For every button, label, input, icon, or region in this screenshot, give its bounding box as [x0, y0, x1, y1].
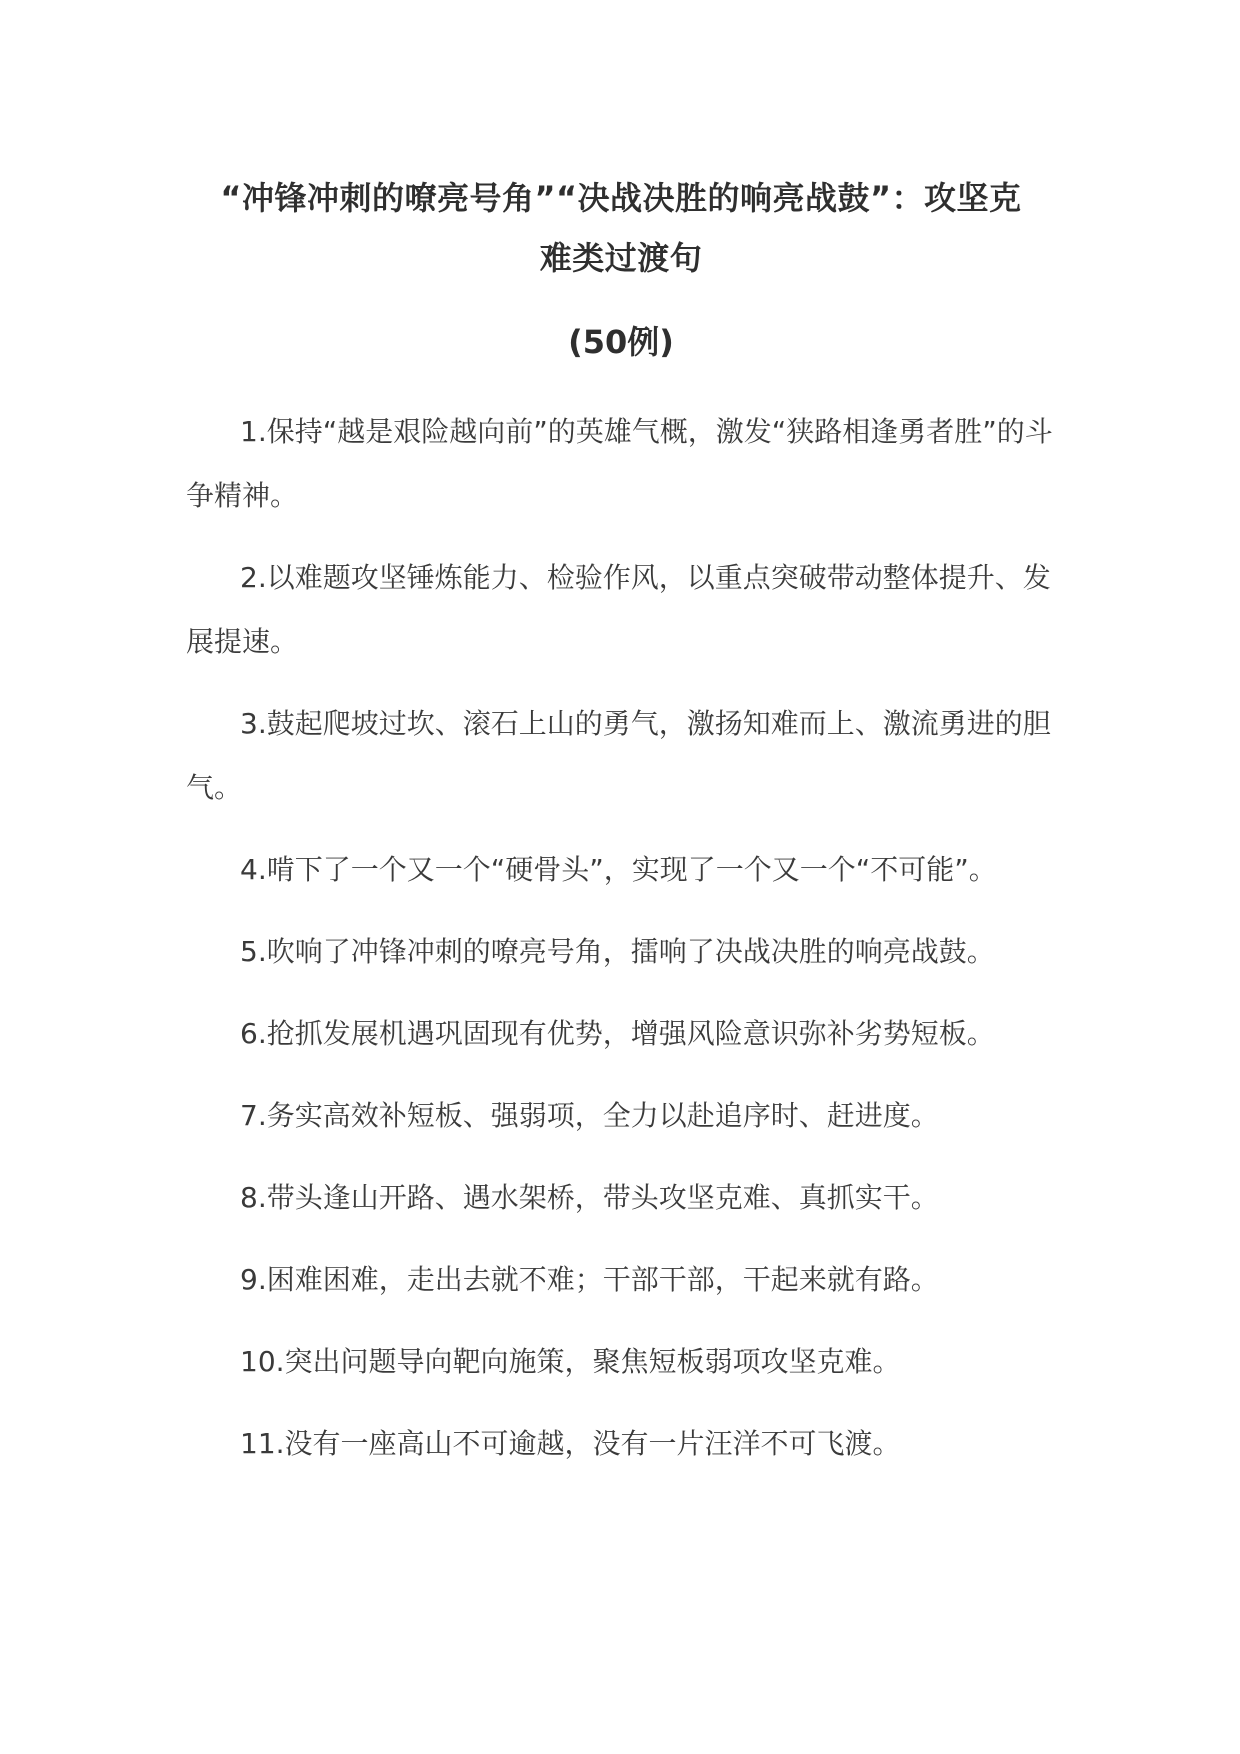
list-item: 11.没有一座高山不可逾越，没有一片汪洋不可飞渡。: [240, 1427, 901, 1460]
list-item: 2.以难题攻坚锤炼能力、检验作风，以重点突破带动整体提升、发展提速。: [186, 561, 1051, 658]
list-item: 8.带头逢山开路、遇水架桥，带头攻坚克难、真抓实干。: [240, 1181, 939, 1214]
document-title: [186, 168, 1056, 288]
list-item: 7.务实高效补短板、强弱项，全力以赴追序时、赶进度。: [240, 1099, 939, 1132]
list-item: 4.啃下了一个又一个“硬骨头”，实现了一个又一个“不可能”。: [240, 853, 997, 886]
list-item: 6.抢抓发展机遇巩固现有优势，增强风险意识弥补劣势短板。: [240, 1017, 995, 1050]
list-item: 5.吹响了冲锋冲刺的嘹亮号角，擂响了决战决胜的响亮战鼓。: [240, 935, 995, 968]
list-item: 10.突出问题导向靶向施策，聚焦短板弱项攻坚克难。: [240, 1345, 901, 1378]
list-item: 9.困难困难，走出去就不难；干部干部，干起来就有路。: [240, 1263, 939, 1296]
list-item: 1.保持“越是艰险越向前”的英雄气概，激发“狭路相逢勇者胜”的斗争精神。: [186, 415, 1053, 512]
document-subtitle: (50例): [568, 323, 674, 361]
title-line-1: “冲锋冲刺的嘹亮号角”“决战决胜的响亮战鼓”：攻坚克: [220, 179, 1022, 217]
title-line-2: 难类过渡句: [539, 239, 703, 277]
item-list: [186, 400, 1056, 1494]
list-item: 3.鼓起爬坡过坎、滚石上山的勇气，激扬知难而上、激流勇进的胆气。: [186, 707, 1051, 804]
